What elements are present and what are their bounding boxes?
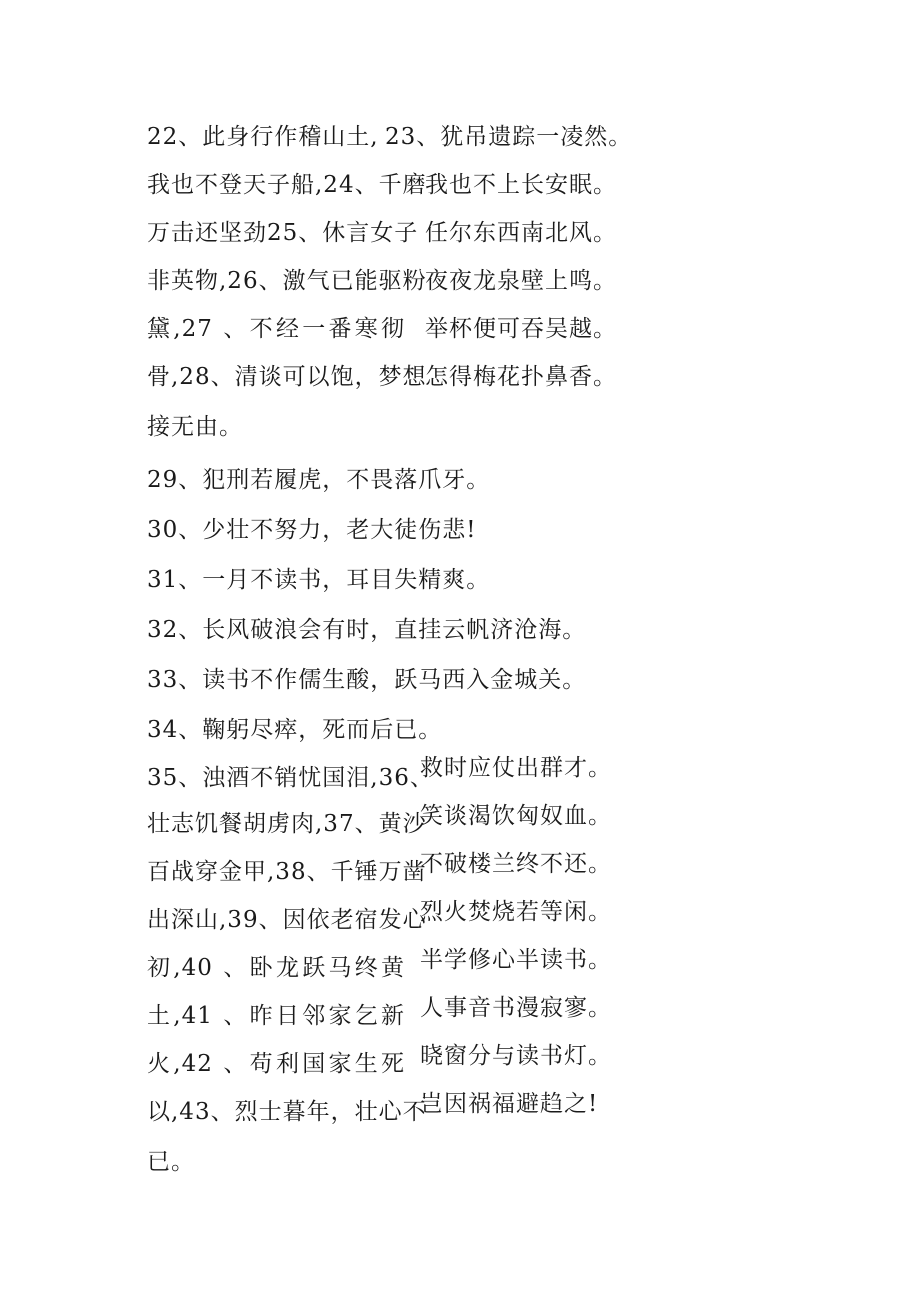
text-line: 接无由。 <box>147 414 243 440</box>
text-line: 22、此身行作稽山土, <box>147 124 379 150</box>
text-line: 百战穿金甲,38、千锤万凿 <box>147 859 427 885</box>
text-line: 任尔东西南北风。 <box>425 220 617 246</box>
text-line: 岂因祸福避趋之! <box>420 1091 599 1117</box>
text-line: 33、读书不作儒生酸，跃马西入金城关。 <box>147 667 587 693</box>
text-line: 以,43、烈士暮年，壮心不 <box>147 1099 427 1125</box>
text-line: 夜夜龙泉壁上鸣。 <box>425 268 617 294</box>
text-line: 31、一月不读书，耳目失精爽。 <box>147 567 491 593</box>
text-line: 30、少壮不努力，老大徒伤悲! <box>147 517 477 543</box>
text-line: 烈火焚烧若等闲。 <box>420 899 612 925</box>
text-line: 35、浊酒不销忧国泪,36、 <box>147 765 434 791</box>
text-line: 半学修心半读书。 <box>420 947 612 973</box>
text-line: 34、鞠躬尽瘁，死而后已。 <box>147 717 443 743</box>
text-line: 万击还坚劲25、休言女子 <box>147 220 419 246</box>
text-line: 非英物,26、激气已能驱粉 <box>147 268 427 294</box>
verse-block-22-28 <box>147 118 633 448</box>
text-line: 壮志饥餐胡虏肉,37、黄沙 <box>147 811 427 837</box>
single-verse-list <box>147 461 647 751</box>
text-line: 救时应仗出群才。 <box>420 755 612 781</box>
text-line: 我也不登天子船,24、千磨 <box>147 172 427 198</box>
verse-block-35-43 <box>147 755 612 1175</box>
text-line: 已。 <box>147 1149 195 1175</box>
text-line: 土,41 、昨日邻家乞新 <box>147 1003 405 1029</box>
text-line: 举杯便可吞吴越。 <box>425 316 617 342</box>
text-line: 出深山,39、因依老宿发心 <box>147 907 427 933</box>
text-line: 我也不上长安眠。 <box>425 172 617 198</box>
text-line: 笑谈渴饮匈奴血。 <box>420 803 612 829</box>
text-line: 黛,27 、不经一番寒彻 <box>147 316 405 342</box>
text-line: 人事音书漫寂寥。 <box>420 995 612 1021</box>
text-line: 不破楼兰终不还。 <box>420 851 612 877</box>
text-line: 初,40 、卧龙跃马终黄 <box>147 955 405 981</box>
text-line: 23、犹吊遗踪一凌然。 <box>385 124 633 150</box>
text-line: 29、犯刑若履虎，不畏落爪牙。 <box>147 467 491 493</box>
text-line: 怎得梅花扑鼻香。 <box>425 364 617 390</box>
text-line: 骨,28、清谈可以饱，梦想 <box>147 364 427 390</box>
text-line: 32、长风破浪会有时，直挂云帆济沧海。 <box>147 617 587 643</box>
text-line: 火,42 、苟利国家生死 <box>147 1051 405 1077</box>
text-line: 晓窗分与读书灯。 <box>420 1043 612 1069</box>
